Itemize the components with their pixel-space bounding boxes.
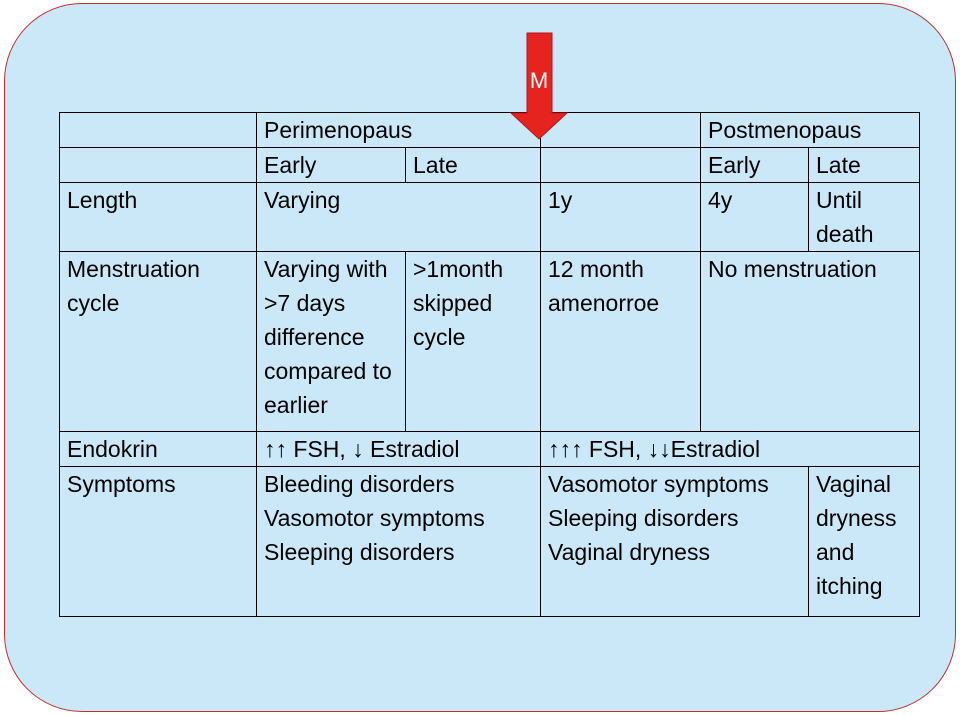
header-post-late: Late: [809, 148, 920, 183]
empty-cell: [60, 113, 257, 148]
header-post-early: Early: [701, 148, 809, 183]
cell-length-transition: 1y: [541, 183, 701, 252]
empty-cell: [60, 148, 257, 183]
symptom-item: Sleeping disorders: [548, 505, 739, 531]
cell-symptoms-post-early: [541, 467, 809, 617]
cell-menstruation-peri-early: Varying with >7 days difference compared to earlier: [257, 252, 406, 432]
header-peri-late: Late: [406, 148, 541, 183]
length-row: [60, 183, 920, 252]
header-postmenopause: Postmenopaus: [701, 113, 920, 148]
cell-symptoms-peri: [257, 467, 541, 617]
endocrine-row: [60, 432, 920, 467]
marker-arrow-joint: [528, 110, 552, 116]
stage-header-row: [60, 113, 920, 148]
menopause-marker-label: M: [529, 68, 549, 93]
header-peri-early: Early: [257, 148, 406, 183]
cell-menstruation-transition: 12 month amenorroe: [541, 252, 701, 432]
cell-menstruation-post: No menstruation: [701, 252, 920, 432]
symptom-item: Vasomotor symptoms: [264, 505, 485, 531]
symptom-item: Vasomotor symptoms: [548, 471, 769, 497]
substage-header-row: [60, 148, 920, 183]
row-label-symptoms: Symptoms: [60, 467, 257, 617]
menopause-marker-arrow: [508, 30, 570, 142]
empty-cell: [541, 148, 701, 183]
symptoms-row: [60, 467, 920, 617]
menopause-stages-table: [59, 112, 920, 617]
marker-arrow-head: [511, 113, 567, 139]
cell-symptoms-post-late: Vaginal dryness and itching: [809, 467, 920, 617]
cell-length-peri: Varying: [257, 183, 541, 252]
row-label-menstruation: Menstruation cycle: [60, 252, 257, 432]
row-label-length: Length: [60, 183, 257, 252]
symptom-item: Sleeping disorders: [264, 539, 455, 565]
symptom-item: Vaginal dryness: [548, 539, 710, 565]
header-perimenopause: Perimenopaus: [257, 113, 541, 148]
row-label-endocrine: Endokrin: [60, 432, 257, 467]
cell-endocrine-post: ↑↑↑ FSH, ↓↓Estradiol: [541, 432, 920, 467]
cell-length-post-late: Until death: [809, 183, 920, 252]
cell-length-post-early: 4y: [701, 183, 809, 252]
symptom-item: Bleeding disorders: [264, 471, 455, 497]
cell-endocrine-peri: ↑↑ FSH, ↓ Estradiol: [257, 432, 541, 467]
cell-menstruation-peri-late: >1month skipped cycle: [406, 252, 541, 432]
menstruation-row: [60, 252, 920, 432]
